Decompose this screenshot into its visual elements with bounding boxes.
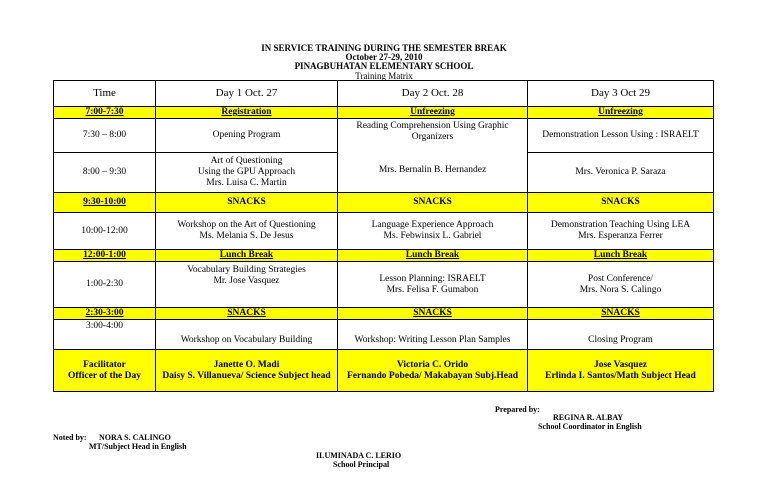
- time-cell: 7:30 – 8:00: [54, 119, 156, 153]
- time-cell: 1:00-2:30: [54, 262, 156, 308]
- table-row: [54, 193, 714, 213]
- day1-cell: SNACKS: [156, 308, 338, 320]
- facilitator-label: Facilitator: [83, 359, 126, 370]
- day2-cell: Workshop: Writing Lesson Plan Samples: [338, 320, 528, 350]
- noted-by-title: MT/Subject Head in English: [89, 442, 187, 451]
- day3-speaker: Mrs. Nora S. Calingo: [579, 284, 662, 295]
- day3-cell: [528, 213, 714, 250]
- day1-cell: [156, 153, 338, 193]
- day2-speaker: Mrs. Bernalin B. Hernandez: [378, 165, 487, 175]
- day3-officer: Erlinda I. Santos/Math Subject Head: [545, 370, 696, 381]
- principal-name: ILUMINADA C. LERIO: [316, 451, 402, 460]
- day1-cell: Workshop on Vocabulary Building: [156, 320, 338, 350]
- day2-cell: SNACKS: [338, 308, 528, 320]
- day3-cell: [528, 262, 714, 308]
- time-cell: 3:00-4:00: [54, 320, 156, 350]
- day2-cell: [338, 350, 528, 392]
- noted-by-name: NORA S. CALINGO: [99, 433, 171, 442]
- day2-cell: Unfreezing: [338, 107, 528, 119]
- day3-cell: Demonstration Lesson Using : ISRAELT: [528, 119, 714, 153]
- day3-speaker: Mrs. Esperanza Ferrer: [578, 231, 663, 241]
- day3-cell: Lunch Break: [528, 250, 714, 262]
- column-header-day2: Day 2 Oct. 28: [338, 81, 528, 107]
- school-name: PINAGBUHATAN ELEMENTARY SCHOOL: [294, 61, 474, 71]
- table-row: [54, 107, 714, 119]
- table-row: [54, 320, 714, 350]
- time-cell: 7:00-7:30: [54, 107, 156, 119]
- table-row: [54, 262, 714, 308]
- document-subtitle: Training Matrix: [355, 71, 413, 81]
- day1-cell: Registration: [156, 107, 338, 119]
- table-row: [54, 250, 714, 262]
- day1-topic: Vocabulary Building Strategies: [187, 265, 306, 275]
- table-row: [54, 213, 714, 250]
- time-cell: 8:00 – 9:30: [54, 153, 156, 193]
- day2-topic: Lesson Planning: ISRAELT: [379, 273, 486, 284]
- table-header-row: [54, 81, 714, 107]
- day3-cell: Mrs. Veronica P. Saraza: [528, 153, 714, 193]
- training-matrix-table: [53, 80, 714, 392]
- day1-topic: Art of Questioning: [210, 156, 283, 166]
- prepared-by-name: REGINA R. ALBAY: [553, 413, 624, 422]
- prepared-by-label: Prepared by:: [495, 405, 540, 414]
- day2-speaker: Ms. Febwinsix L. Gabriel: [383, 231, 482, 241]
- day1-facilitator: Janette O. Madi: [213, 359, 280, 370]
- day1-topic: Workshop on the Art of Questioning: [177, 220, 316, 230]
- time-cell: 9:30-10:00: [54, 193, 156, 213]
- column-header-day3: Day 3 Oct 29: [528, 81, 714, 107]
- column-header-time: Time: [54, 81, 156, 107]
- time-cell: [54, 350, 156, 392]
- day1-cell: Lunch Break: [156, 250, 338, 262]
- day2-topic: Language Experience Approach: [371, 220, 494, 230]
- day1-cell: [156, 213, 338, 250]
- principal-title: School Principal: [333, 460, 390, 469]
- day1-speaker: Mr. Jose Vasquez: [213, 276, 280, 286]
- time-cell: 10:00-12:00: [54, 213, 156, 250]
- day3-cell: Closing Program: [528, 320, 714, 350]
- day2-facilitator: Victoria C. Orido: [396, 359, 469, 370]
- day1-cell: SNACKS: [156, 193, 338, 213]
- day3-cell: Unfreezing: [528, 107, 714, 119]
- day3-topic: Demonstration Teaching Using LEA: [550, 220, 691, 230]
- day3-cell: SNACKS: [528, 308, 714, 320]
- document-dates: October 27-29, 2010: [345, 52, 423, 62]
- day3-cell: SNACKS: [528, 193, 714, 213]
- day3-topic: Post Conference/: [587, 273, 654, 284]
- officer-label: Officer of the Day: [68, 370, 141, 381]
- day2-speaker: Mrs. Felisa F. Gumabon: [386, 284, 479, 295]
- day2-cell: [338, 213, 528, 250]
- table-row-facilitators: [54, 350, 714, 392]
- day1-cell: [156, 350, 338, 392]
- column-header-day1: Day 1 Oct. 27: [156, 81, 338, 107]
- day1-topic-line2: Using the GPU Approach: [197, 167, 296, 177]
- day2-cell: [338, 119, 528, 193]
- day2-cell: Lunch Break: [338, 250, 528, 262]
- day2-cell: SNACKS: [338, 193, 528, 213]
- table-row: [54, 119, 714, 153]
- prepared-by-title: School Coordinator in English: [538, 422, 642, 431]
- day1-cell: [156, 262, 338, 308]
- time-cell: 2:30-3:00: [54, 308, 156, 320]
- day1-officer: Daisy S. Villanueva/ Science Subject head: [162, 370, 331, 381]
- time-cell: 12:00-1:00: [54, 250, 156, 262]
- table-row: [54, 308, 714, 320]
- noted-by-label: Noted by:: [53, 433, 87, 442]
- day2-cell: [338, 262, 528, 308]
- day3-facilitator: Jose Vasquez: [593, 359, 648, 370]
- day3-cell: [528, 350, 714, 392]
- day2-topic: Reading Comprehension Using Graphic Organizers: [356, 121, 509, 142]
- day1-speaker: Mrs. Luisa C. Martin: [206, 178, 287, 188]
- day1-cell: Opening Program: [156, 119, 338, 153]
- document-title: IN SERVICE TRAINING DURING THE SEMESTER BREAK: [261, 43, 507, 53]
- day2-officer: Fernando Pobeda/ Makabayan Subj.Head: [346, 370, 519, 381]
- day1-speaker: Ms. Melania S. De Jesus: [199, 231, 294, 241]
